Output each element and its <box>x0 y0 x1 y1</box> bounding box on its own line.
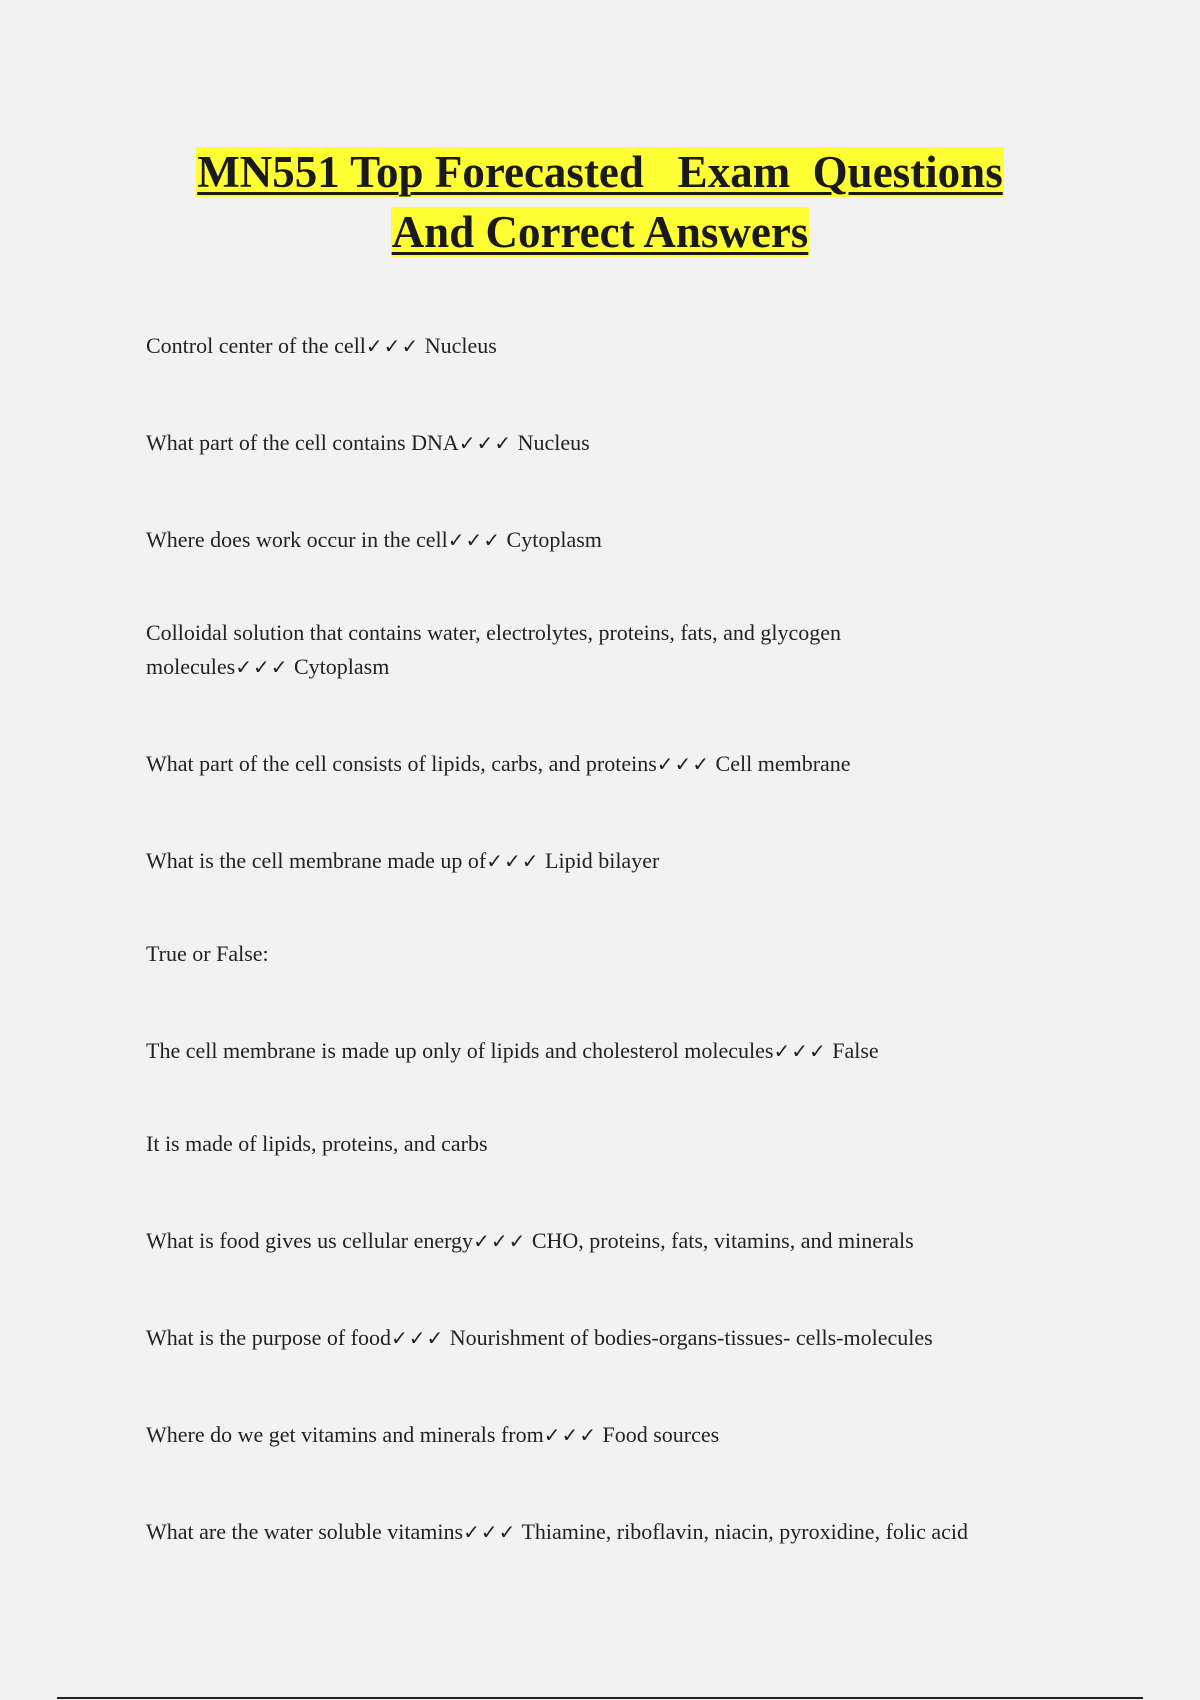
qa-item <box>146 1515 1076 1549</box>
check-mark-icon: ✓✓✓ <box>391 1326 445 1350</box>
qa-item <box>146 844 1076 878</box>
check-mark-icon: ✓✓✓ <box>458 431 513 455</box>
qa-item <box>146 523 1076 557</box>
qa-item <box>146 1418 1076 1452</box>
question-text: Where do we get vitamins and minerals from <box>146 1422 544 1447</box>
document-title <box>0 142 1200 262</box>
question-text: Control center of the cell <box>146 333 366 358</box>
answer-text: Cytoplasm <box>501 527 602 552</box>
qa-item <box>146 329 1076 363</box>
answer-text: Cytoplasm <box>288 654 390 679</box>
question-text: What is food gives us cellular energy <box>146 1228 474 1253</box>
qa-item <box>146 1224 1076 1258</box>
answer-text: Nourishment of bodies-organs-tissues- cells-molecules <box>444 1325 933 1350</box>
question-text: What is the cell membrane made up of <box>146 848 487 873</box>
answer-text: Food sources <box>597 1422 720 1447</box>
answer-text: CHO, proteins, fats, vitamins, and minerals <box>526 1228 914 1253</box>
check-mark-icon: ✓✓✓ <box>235 655 289 679</box>
question-text: Colloidal solution that contains water, electrolytes, proteins, fats, and glycogen molecules <box>146 620 842 679</box>
qa-item <box>146 747 1076 781</box>
qa-item <box>146 1034 1076 1068</box>
question-text: What part of the cell consists of lipids, carbs, and proteins <box>146 751 657 776</box>
check-mark-icon: ✓✓✓ <box>365 334 420 358</box>
question-text: Where does work occur in the cell <box>146 527 448 552</box>
answer-text: Nucleus <box>419 333 497 358</box>
title-line-1: MN551 Top Forecasted Exam Questions <box>197 147 1003 197</box>
qa-text: True or False: <box>146 941 269 966</box>
check-mark-icon: ✓✓✓ <box>543 1423 597 1447</box>
answer-text: False <box>826 1038 879 1063</box>
qa-item <box>146 616 946 684</box>
footer-divider <box>57 1697 1143 1699</box>
answer-text: Cell membrane <box>710 751 851 776</box>
check-mark-icon: ✓✓✓ <box>473 1229 527 1253</box>
check-mark-icon: ✓✓✓ <box>656 752 711 776</box>
question-text: What part of the cell contains DNA <box>146 430 459 455</box>
qa-text: It is made of lipids, proteins, and carbs <box>146 1131 488 1156</box>
check-mark-icon: ✓✓✓ <box>463 1520 517 1544</box>
answer-text: Thiamine, riboflavin, niacin, pyroxidine, folic acid <box>516 1519 969 1544</box>
answer-text: Nucleus <box>512 430 590 455</box>
check-mark-icon: ✓✓✓ <box>773 1039 827 1063</box>
qa-item <box>146 1321 1076 1355</box>
title-line-2: And Correct Answers <box>391 207 809 257</box>
question-text: What is the purpose of food <box>146 1325 391 1350</box>
check-mark-icon: ✓✓✓ <box>447 528 502 552</box>
answer-text: Lipid bilayer <box>539 848 660 873</box>
question-text: The cell membrane is made up only of lipids and cholesterol molecules <box>146 1038 774 1063</box>
question-text: What are the water soluble vitamins <box>146 1519 464 1544</box>
qa-item <box>146 426 1076 460</box>
check-mark-icon: ✓✓✓ <box>486 849 540 873</box>
